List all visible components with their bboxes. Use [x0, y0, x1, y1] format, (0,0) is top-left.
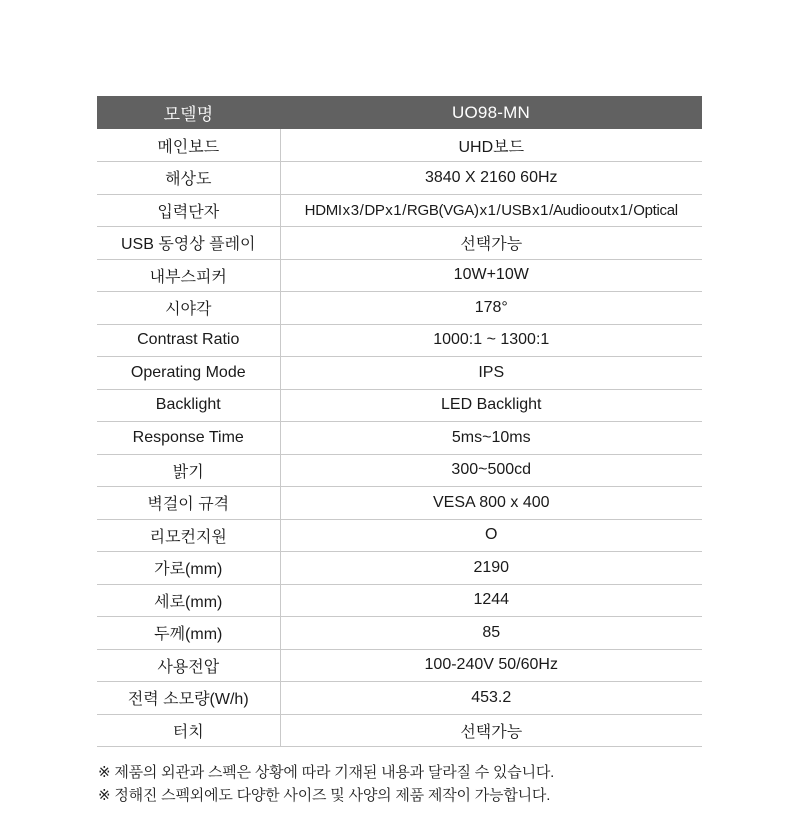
table-row	[97, 227, 702, 260]
spec-value: 선택가능	[280, 227, 702, 260]
spec-label: 시야각	[97, 292, 280, 325]
table-header-row	[97, 96, 702, 129]
spec-value: 178°	[280, 292, 702, 325]
table-row	[97, 584, 702, 617]
table-row	[97, 682, 702, 715]
table-row	[97, 552, 702, 585]
table-row	[97, 194, 702, 227]
spec-value: UHD보드	[280, 129, 702, 162]
spec-label: 내부스피커	[97, 259, 280, 292]
spec-label: Backlight	[97, 389, 280, 422]
header-model-value: UO98-MN	[280, 96, 702, 129]
table-row	[97, 357, 702, 390]
spec-value: VESA 800 x 400	[280, 487, 702, 520]
table-row	[97, 389, 702, 422]
spec-value: O	[280, 519, 702, 552]
table-row	[97, 422, 702, 455]
table-row	[97, 519, 702, 552]
table-row	[97, 324, 702, 357]
table-row	[97, 649, 702, 682]
footnote-line-2: ※ 정해진 스펙외에도 다양한 사이즈 및 사양의 제품 제작이 가능합니다.	[98, 787, 551, 804]
spec-label: 전력 소모량(W/h)	[97, 682, 280, 715]
spec-value: 5ms~10ms	[280, 422, 702, 455]
spec-label: Response Time	[97, 422, 280, 455]
spec-table	[97, 96, 702, 747]
spec-value: LED Backlight	[280, 389, 702, 422]
spec-label: 터치	[97, 714, 280, 747]
footnotes	[98, 761, 718, 807]
spec-label: 두께(mm)	[97, 617, 280, 650]
spec-value: 1244	[280, 584, 702, 617]
spec-label: 가로(mm)	[97, 552, 280, 585]
spec-label: 밝기	[97, 454, 280, 487]
table-row	[97, 617, 702, 650]
table-row	[97, 259, 702, 292]
table-row	[97, 487, 702, 520]
spec-label: 입력단자	[97, 194, 280, 227]
spec-value: 453.2	[280, 682, 702, 715]
spec-label: 리모컨지원	[97, 519, 280, 552]
spec-label: Contrast Ratio	[97, 324, 280, 357]
table-row	[97, 129, 702, 162]
table-row	[97, 454, 702, 487]
spec-label: USB 동영상 플레이	[97, 227, 280, 260]
table-row	[97, 714, 702, 747]
spec-value: 100-240V 50/60Hz	[280, 649, 702, 682]
spec-label: 세로(mm)	[97, 584, 280, 617]
table-row	[97, 162, 702, 195]
spec-value: 10W+10W	[280, 259, 702, 292]
spec-table-head	[97, 96, 702, 129]
spec-value: IPS	[280, 357, 702, 390]
header-model-label: 모델명	[97, 96, 280, 129]
spec-value: 3840 X 2160 60Hz	[280, 162, 702, 195]
spec-label: 사용전압	[97, 649, 280, 682]
spec-label: 메인보드	[97, 129, 280, 162]
spec-label: 해상도	[97, 162, 280, 195]
table-row	[97, 292, 702, 325]
spec-label: 벽걸이 규격	[97, 487, 280, 520]
spec-value: 2190	[280, 552, 702, 585]
spec-value: 300~500cd	[280, 454, 702, 487]
spec-value: 선택가능	[280, 714, 702, 747]
spec-value: 1000:1 ~ 1300:1	[280, 324, 702, 357]
spec-value: HDMI x 3 / DP x 1 / RGB(VGA) x 1 / USB x 1 / Audio out x 1 / Optical	[280, 194, 702, 227]
spec-value: 85	[280, 617, 702, 650]
spec-table-body	[97, 129, 702, 747]
spec-label: Operating Mode	[97, 357, 280, 390]
footnote-line-1: ※ 제품의 외관과 스펙은 상황에 따라 기재된 내용과 달라질 수 있습니다.	[98, 764, 555, 781]
